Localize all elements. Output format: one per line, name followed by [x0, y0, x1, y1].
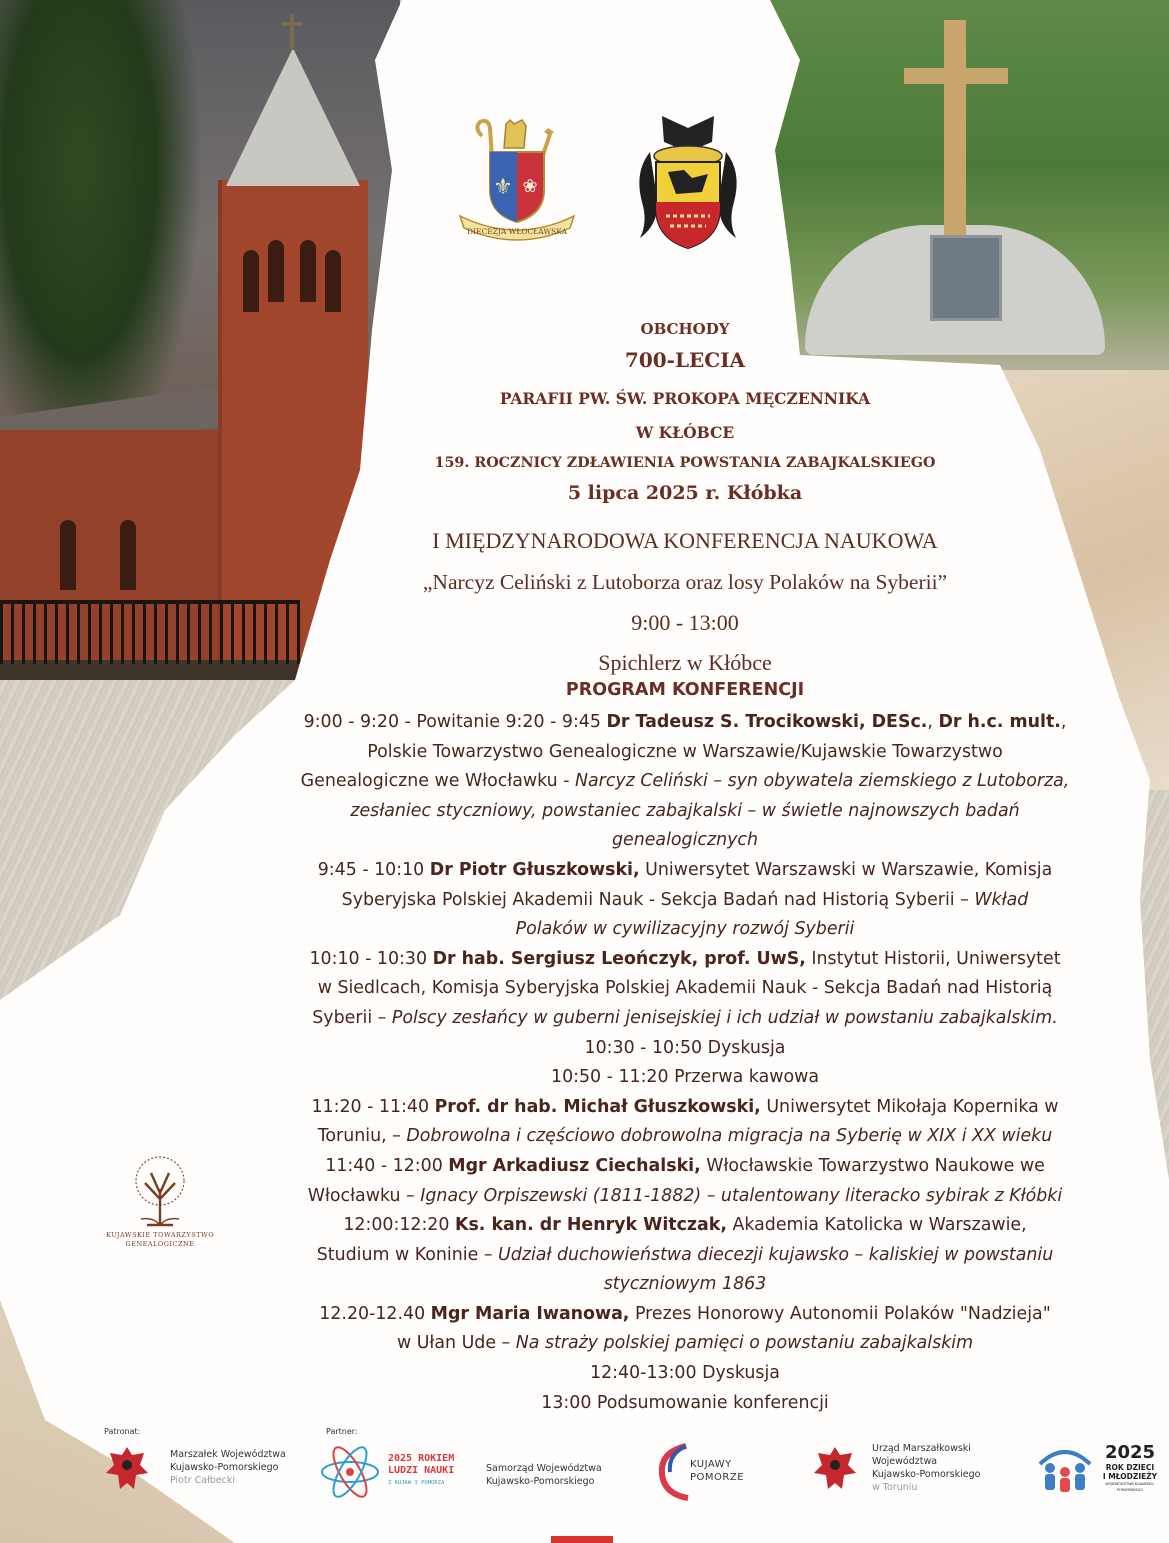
affiliation: Uniwersytet Mikołaja Kopernika w — [760, 1096, 1059, 1117]
program-time: 9:45 - 10:10 — [317, 859, 430, 880]
rok-year: 2025 — [1104, 1442, 1156, 1463]
society-name-line2: GENEALOGICZNE — [125, 1240, 195, 1248]
tower-window — [243, 250, 259, 312]
affiliation: Uniwersytet Warszawski w Warszawie, Komisja — [639, 859, 1053, 880]
program-line — [240, 945, 1130, 975]
separator: , — [927, 712, 939, 732]
program-title: PROGRAM KONFERENCJI — [565, 680, 805, 700]
talk-title: Dobrowolna i częściowo dobrowolna migracja na Syberię w XIX i XX wieku — [406, 1126, 1053, 1147]
tower-window — [268, 240, 284, 302]
rok-line2: ROK DZIECI — [1105, 1463, 1155, 1472]
program-line: 10:50 - 11:20 Przerwa kawowa — [551, 1067, 819, 1088]
patronat-label: Patronat: — [104, 1427, 141, 1436]
program-line — [240, 767, 1130, 797]
svg-text:❀: ❀ — [522, 176, 538, 197]
urzad-line2: Województwa — [872, 1456, 938, 1467]
affiliation: Syberyjska Polskiej Akademii Nauk - Sekcja Badań nad Historią Syberii – — [341, 889, 975, 910]
program-line — [240, 826, 1130, 856]
conference-place: Spichlerz w Kłóbce — [598, 650, 772, 675]
heading-700-lecia: 700-LECIA — [624, 348, 746, 372]
speaker-title: Dr h.c. mult. — [938, 712, 1061, 732]
samorzad-line1: Samorząd Województwa — [486, 1463, 602, 1474]
urzad-line3: Kujawsko-Pomorskiego — [872, 1469, 981, 1480]
church-spire — [226, 48, 360, 186]
program-line — [240, 708, 1130, 738]
program-line: 10:30 - 10:50 Dyskusja — [584, 1037, 786, 1058]
program-line — [240, 915, 1130, 945]
nauka-text — [388, 1453, 454, 1489]
speaker-name: Mgr Maria Iwanowa, — [430, 1303, 630, 1324]
program-line: 13:00 Podsumowanie konferencji — [541, 1392, 829, 1413]
marszalek-line1: Marszałek Województwa — [170, 1449, 286, 1460]
samorzad-text — [486, 1462, 602, 1488]
talk-title: Ignacy Orpiszewski (1811-1882) – utalentowany literacko sybirak z Kłóbki — [420, 1185, 1063, 1206]
memorial-plaque — [930, 235, 1002, 321]
genealogical-society-logo — [95, 1155, 225, 1255]
program-line — [240, 1093, 1130, 1123]
program-line — [240, 1182, 1130, 1212]
program-time: 10:10 - 10:30 — [309, 948, 433, 969]
red-tab-marker — [551, 1536, 613, 1543]
program-line — [240, 1329, 1130, 1359]
affiliation: Włocławskie Towarzystwo Naukowe we — [700, 1155, 1045, 1176]
speaker-name: Prof. dr hab. Michał Głuszkowski, — [434, 1096, 761, 1117]
municipality-coat-of-arms — [632, 112, 744, 252]
spire-cross-icon — [290, 14, 294, 50]
event-date: 5 lipca 2025 r. Kłóbka — [567, 482, 803, 504]
diocese-coat-of-arms — [452, 118, 582, 248]
program-time: 11:40 - 12:00 — [325, 1155, 449, 1176]
program-line — [240, 1152, 1130, 1182]
heading-location: W KŁÓBCE — [635, 423, 735, 442]
nave-window — [120, 520, 136, 590]
diocese-seal-text: DIECEZJA WŁOCŁAWSKA — [467, 227, 567, 236]
program-line — [240, 1241, 1130, 1271]
rok-line3: I MŁODZIEŻY — [1102, 1472, 1158, 1481]
program-line — [240, 797, 1130, 827]
heading-parish: PARAFII PW. ŚW. PROKOPA MĘCZENNIKA — [499, 389, 871, 408]
kujawy-pomorze-text — [690, 1458, 744, 1484]
speaker-name: Dr Tadeusz S. Trocikowski, DESc. — [606, 712, 928, 732]
affiliation: Studium w Koninie – — [316, 1244, 499, 1265]
affiliation: Syberii – — [312, 1007, 392, 1028]
conference-time: 9:00 - 13:00 — [631, 610, 739, 635]
children-year-icon — [1036, 1442, 1094, 1498]
program-time: 12.20-12.40 — [319, 1303, 431, 1324]
talk-title: Udział duchowieństwa diecezji kujawsko – kaliskiej w powstaniu — [498, 1244, 1054, 1265]
talk-title: Narcyz Celiński – syn obywatela ziemskiego z Lutoborza, — [575, 771, 1070, 792]
nauka-line2: LUDZI NAUKI — [388, 1465, 455, 1476]
society-name-line1: KUJAWSKIE TOWARZYSTWO — [105, 1231, 215, 1239]
rok-line4: WOJEWÓDZTWA KUJAWSKO-POMORSKIEGO — [1105, 1482, 1155, 1492]
program-line — [240, 1004, 1130, 1034]
atom-icon — [318, 1444, 382, 1500]
speaker-name: Dr hab. Sergiusz Leończyk, prof. UwS, — [432, 948, 806, 969]
program-time: 9:00 - 9:20 - Powitanie 9:20 - 9:45 — [303, 712, 607, 732]
marszalek-name: Piotr Całbecki — [170, 1475, 236, 1486]
program-line — [240, 1270, 1130, 1300]
affiliation: Prezes Honorowy Autonomii Polaków "Nadzieja" — [629, 1303, 1051, 1324]
program-line — [240, 1300, 1130, 1330]
program-line: w Siedlcach, Komisja Syberyjska Polskiej Akademii Nauk - Sekcja Badań nad Historią — [317, 978, 1053, 999]
program-line — [240, 1122, 1130, 1152]
talk-title: styczniowym 1863 — [603, 1274, 767, 1295]
urzad-line1: Urząd Marszałkowski — [872, 1443, 971, 1454]
program-line: Polskie Towarzystwo Genealogiczne w Warszawie/Kujawskie Towarzystwo — [367, 741, 1003, 762]
affiliation: Akademia Katolicka w Warszawie, — [726, 1215, 1027, 1236]
program-line — [240, 886, 1130, 916]
conference-subtitle: „Narcyz Celiński z Lutoborza oraz losy Polaków na Syberii” — [422, 570, 948, 594]
tower-window — [300, 240, 316, 302]
voivodeship-eagle-icon — [104, 1445, 150, 1493]
program-list — [240, 708, 1130, 1418]
kujawy-line1: KUJAWY — [690, 1459, 732, 1470]
talk-title: genealogicznych — [611, 830, 759, 851]
marszalek-text — [170, 1448, 286, 1487]
affiliation: Toruniu, – — [317, 1126, 407, 1147]
program-line: 12:40-13:00 Dyskusja — [590, 1363, 780, 1384]
nauka-line1: 2025 ROKIEM — [388, 1453, 455, 1464]
talk-title: Na straży polskiej pamięci o powstaniu zabajkalskim — [515, 1333, 974, 1354]
affiliation: Genealogiczne we Włocławku - — [300, 771, 576, 792]
samorzad-line2: Kujawsko-Pomorskiego — [486, 1476, 595, 1487]
tree-icon — [125, 1155, 195, 1227]
urzad-line4: w Toruniu — [872, 1482, 918, 1493]
affiliation: Włocławku – — [307, 1185, 421, 1206]
gryphon-shield-icon — [632, 112, 744, 252]
program-time: 12:00:12:20 — [343, 1215, 455, 1236]
heading-obchody: OBCHODY — [640, 320, 730, 338]
program-time: 11:20 - 11:40 — [311, 1096, 435, 1117]
affiliation: Instytut Historii, Uniwersytet — [805, 948, 1061, 969]
rok-dzieci-text — [1096, 1443, 1164, 1493]
marszalek-line2: Kujawsko-Pomorskiego — [170, 1462, 279, 1473]
heading-anniversary: 159. ROCZNICY ZDŁAWIENIA POWSTANIA ZABAJKALSKIEGO — [434, 455, 936, 471]
memorial-cross-icon — [944, 20, 966, 245]
speaker-name: Mgr Arkadiusz Ciechalski, — [448, 1155, 701, 1176]
talk-title: zesłaniec styczniowy, powstaniec zabajkalski – w świetle najnowszych badań — [350, 800, 1020, 821]
program-line — [240, 856, 1130, 886]
talk-title: Wkład — [974, 889, 1029, 910]
diocese-shield-icon — [452, 118, 582, 248]
program-line — [240, 1211, 1130, 1241]
urzad-text — [872, 1442, 981, 1494]
nauka-line3: Z KUJAW I POMORZA — [388, 1480, 445, 1486]
kujawy-line2: POMORZE — [690, 1472, 745, 1483]
nave-window — [60, 520, 76, 590]
memorial-cross-bar — [904, 68, 1008, 84]
tower-window — [325, 250, 341, 312]
separator: , — [1060, 712, 1067, 732]
voivodeship-eagle-icon — [812, 1445, 858, 1493]
speaker-name: Ks. kan. dr Henryk Witczak, — [454, 1215, 727, 1236]
talk-title: Polscy zesłańcy w guberni jenisejskiej i ich udział w powstaniu zabajkalskim. — [391, 1007, 1058, 1028]
svg-text:⚜: ⚜ — [493, 175, 513, 200]
speaker-name: Dr Piotr Głuszkowski, — [429, 859, 640, 880]
affiliation: w Ułan Ude – — [396, 1333, 516, 1354]
conference-name: I MIĘDZYNARODOWA KONFERENCJA NAUKOWA — [432, 528, 938, 553]
partner-label: Partner: — [326, 1427, 358, 1436]
talk-title: Polaków w cywilizacyjny rozwój Syberii — [515, 919, 855, 940]
